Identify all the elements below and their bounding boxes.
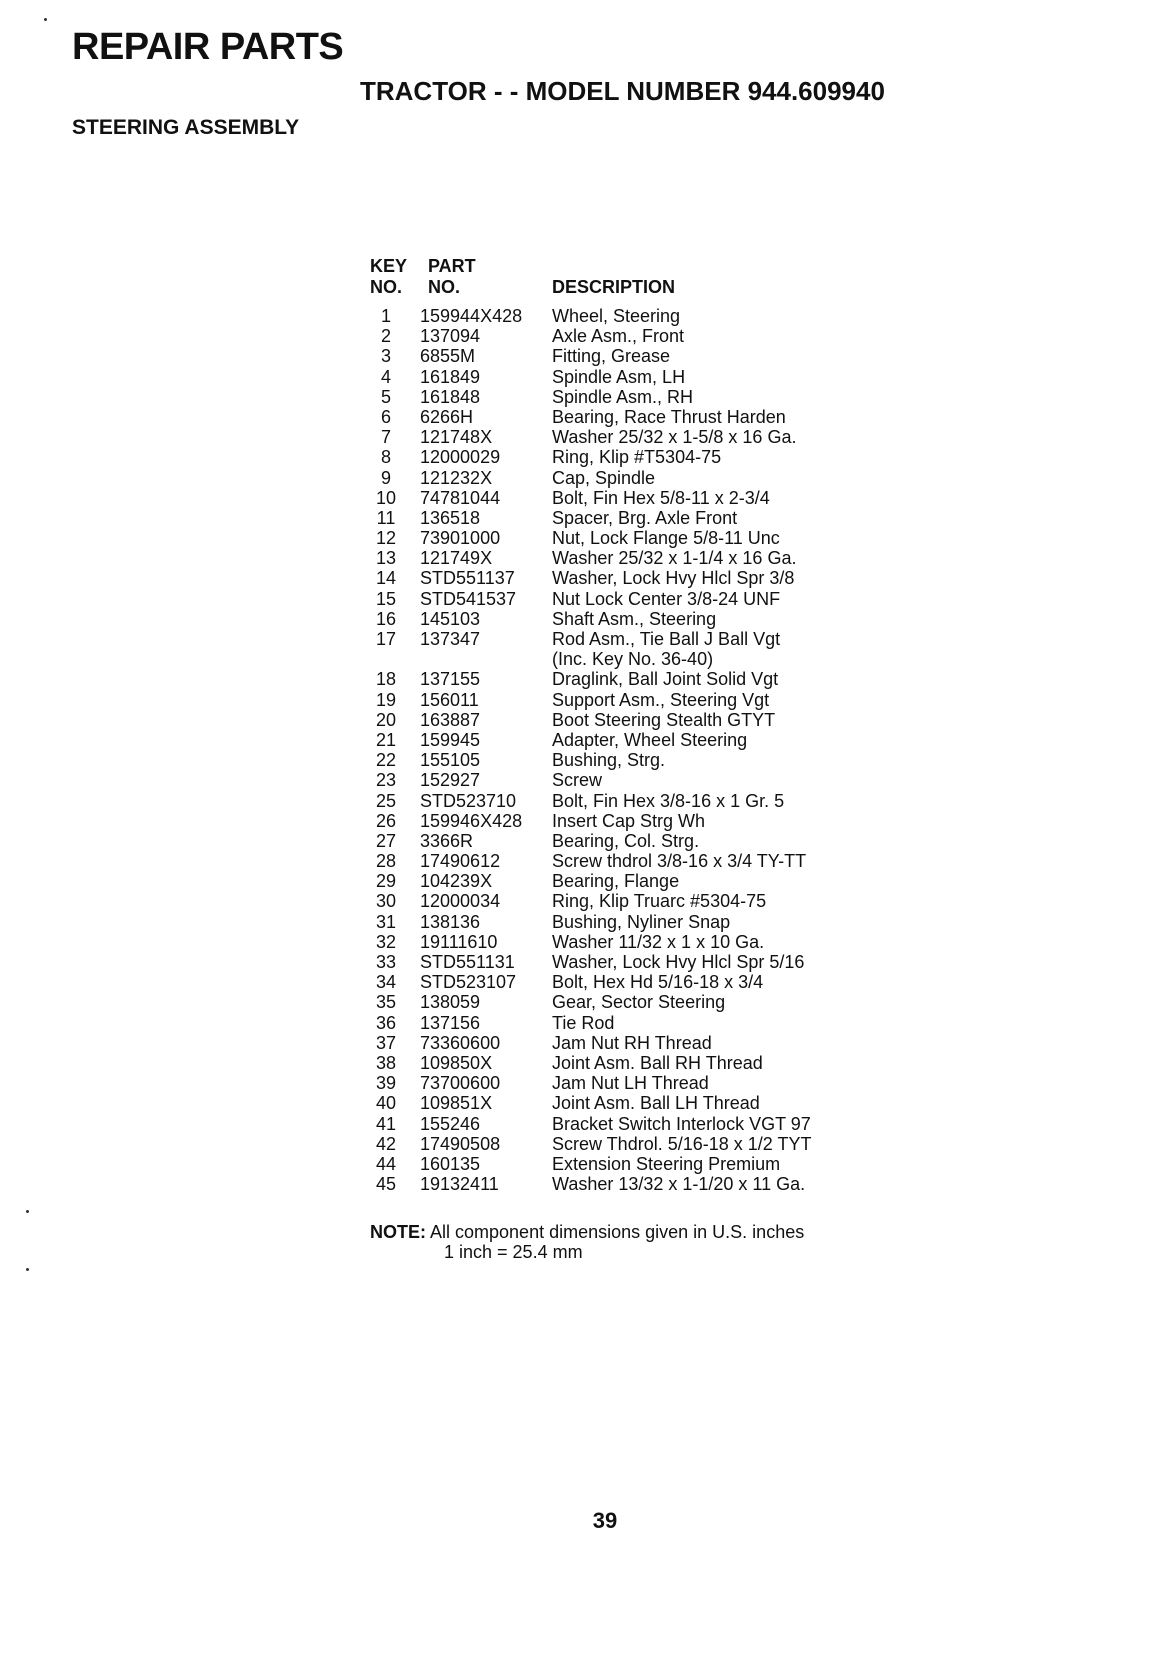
dimensions-note bbox=[370, 1222, 804, 1262]
key-no-cell: 7 bbox=[380, 427, 391, 448]
description-cell: Tie Rod bbox=[552, 1012, 615, 1033]
page-number: 39 bbox=[592, 1508, 618, 1533]
key-no-cell: 10 bbox=[375, 487, 397, 508]
key-no-cell: 30 bbox=[375, 891, 397, 912]
description-cell: Spindle Asm., RH bbox=[552, 386, 694, 407]
description-cell: Bracket Switch Interlock VGT 97 bbox=[552, 1113, 811, 1134]
description-cell: Extension Steering Premium bbox=[552, 1153, 781, 1174]
description-cell: (Inc. Key No. 36-40) bbox=[552, 649, 714, 670]
description-cell: Spacer, Brg. Axle Front bbox=[552, 507, 738, 528]
description-cell: Bushing, Nyliner Snap bbox=[552, 911, 731, 932]
key-no-cell: 19 bbox=[375, 689, 397, 710]
description-cell: Rod Asm., Tie Ball J Ball Vgt bbox=[552, 629, 781, 649]
key-no-cell: 17 bbox=[375, 629, 397, 649]
key-no-cell: 15 bbox=[375, 588, 397, 609]
key-no-cell: 33 bbox=[375, 952, 397, 972]
key-no-cell: 2 bbox=[380, 326, 391, 347]
key-no-cell: 4 bbox=[380, 366, 391, 387]
description-cell: Bearing, Race Thrust Harden bbox=[552, 406, 786, 427]
part-no-cell: 138136 bbox=[420, 911, 481, 932]
part-no-cell: 121232X bbox=[420, 467, 493, 488]
part-no-cell: 19111610 bbox=[420, 931, 498, 952]
description-cell: Washer 11/32 x 1 x 10 Ga. bbox=[552, 931, 765, 952]
part-no-cell: 155105 bbox=[420, 750, 481, 771]
part-no-cell: STD541537 bbox=[420, 588, 517, 609]
part-no-cell: 73360600 bbox=[420, 1032, 501, 1053]
key-no-cell: 29 bbox=[375, 871, 397, 892]
key-no-cell: 12 bbox=[375, 528, 397, 549]
description-cell: Shaft Asm., Steering bbox=[552, 608, 717, 629]
key-no-cell: 14 bbox=[375, 568, 397, 589]
part-no-cell: STD551137 bbox=[420, 568, 515, 589]
scan-speck bbox=[26, 1210, 29, 1213]
key-no-cell: 39 bbox=[375, 1073, 397, 1094]
key-no-cell: 13 bbox=[375, 548, 397, 569]
description-cell: Support Asm., Steering Vgt bbox=[552, 689, 770, 710]
description-cell: Fitting, Grease bbox=[552, 346, 671, 367]
part-no-cell: STD523710 bbox=[420, 790, 517, 811]
key-no-header-top: KEY bbox=[370, 256, 408, 276]
key-no-cell: 37 bbox=[375, 1032, 397, 1053]
part-no-cell: 12000029 bbox=[420, 447, 501, 468]
note-label: NOTE: bbox=[370, 1222, 426, 1242]
part-no-cell: 137094 bbox=[420, 326, 481, 347]
description-cell: Cap, Spindle bbox=[552, 467, 656, 488]
description-cell: Bearing, Col. Strg. bbox=[552, 830, 700, 851]
description-cell: Screw Thdrol. 5/16-18 x 1/2 TYT bbox=[552, 1133, 812, 1154]
part-no-cell: 6855M bbox=[420, 346, 476, 367]
description-cell: Adapter, Wheel Steering bbox=[552, 729, 748, 750]
part-no-cell: 138059 bbox=[420, 992, 481, 1013]
part-no-cell: 104239X bbox=[420, 871, 493, 892]
description-cell: Washer, Lock Hvy Hlcl Spr 3/8 bbox=[552, 568, 795, 589]
description-cell: Insert Cap Strg Wh bbox=[552, 810, 706, 831]
key-no-cell: 16 bbox=[375, 608, 397, 629]
part-no-cell: 73700600 bbox=[420, 1073, 501, 1094]
key-no-cell: 28 bbox=[375, 851, 397, 872]
key-no-cell: 1 bbox=[380, 306, 391, 326]
description-cell: Ring, Klip Truarc #5304-75 bbox=[552, 891, 767, 912]
part-no-cell: 163887 bbox=[420, 709, 481, 730]
part-no-cell: 160135 bbox=[420, 1153, 481, 1174]
key-no-cell: 40 bbox=[375, 1093, 397, 1114]
scan-speck bbox=[26, 1268, 29, 1271]
key-no-cell: 44 bbox=[375, 1153, 397, 1174]
part-no-cell: 152927 bbox=[420, 770, 481, 791]
key-no-header-bottom: NO. bbox=[370, 277, 403, 297]
part-no-cell: 12000034 bbox=[420, 891, 501, 912]
part-no-cell: 3366R bbox=[420, 830, 474, 851]
description-cell: Draglink, Ball Joint Solid Vgt bbox=[552, 669, 779, 690]
part-no-cell: 137156 bbox=[420, 1012, 481, 1033]
key-no-cell: 31 bbox=[375, 911, 397, 932]
note-text: All component dimensions given in U.S. inches bbox=[430, 1222, 805, 1242]
key-no-cell: 5 bbox=[380, 386, 391, 407]
description-cell: Screw bbox=[552, 770, 603, 791]
key-no-cell: 21 bbox=[375, 729, 397, 750]
description-cell: Bolt, Hex Hd 5/16-18 x 3/4 bbox=[552, 972, 764, 993]
part-no-cell: 74781044 bbox=[420, 487, 501, 508]
description-cell: Bearing, Flange bbox=[552, 871, 680, 892]
part-no-cell: 137155 bbox=[420, 669, 481, 690]
description-cell: Washer, Lock Hvy Hlcl Spr 5/16 bbox=[552, 952, 805, 972]
part-no-cell: 121748X bbox=[420, 427, 493, 448]
description-cell: Boot Steering Stealth GTYT bbox=[552, 709, 776, 730]
description-header: DESCRIPTION bbox=[552, 277, 676, 297]
description-cell: Joint Asm. Ball RH Thread bbox=[552, 1052, 763, 1073]
part-no-cell: 109851X bbox=[420, 1093, 493, 1114]
part-no-header-bottom: NO. bbox=[428, 277, 461, 297]
description-cell: Jam Nut RH Thread bbox=[552, 1032, 712, 1053]
section-heading: STEERING ASSEMBLY bbox=[72, 116, 300, 139]
key-no-cell: 26 bbox=[375, 810, 397, 831]
key-no-cell: 6 bbox=[380, 406, 391, 427]
description-cell: Wheel, Steering bbox=[552, 306, 681, 326]
key-no-cell: 20 bbox=[375, 709, 397, 730]
part-no-cell: 161849 bbox=[420, 366, 481, 387]
part-no-cell: 155246 bbox=[420, 1113, 481, 1134]
key-no-cell: 35 bbox=[375, 992, 397, 1013]
key-no-cell: 23 bbox=[375, 770, 397, 791]
part-no-cell: 145103 bbox=[420, 608, 481, 629]
key-no-cell: 41 bbox=[375, 1113, 397, 1134]
description-cell: Jam Nut LH Thread bbox=[552, 1073, 709, 1094]
part-no-cell: 159945 bbox=[420, 729, 481, 750]
note-conversion: 1 inch = 25.4 mm bbox=[444, 1242, 583, 1262]
description-cell: Washer 25/32 x 1-5/8 x 16 Ga. bbox=[552, 427, 797, 448]
part-no-cell: 161848 bbox=[420, 386, 481, 407]
key-no-cell: 3 bbox=[380, 346, 391, 367]
key-no-cell: 9 bbox=[380, 467, 391, 488]
part-no-cell: 6266H bbox=[420, 406, 474, 427]
part-no-cell: 17490612 bbox=[420, 851, 501, 872]
description-cell: Washer 13/32 x 1-1/20 x 11 Ga. bbox=[552, 1174, 806, 1195]
part-no-cell: 73901000 bbox=[420, 528, 501, 549]
key-no-cell: 8 bbox=[380, 447, 391, 468]
page-title: REPAIR PARTS bbox=[72, 26, 344, 68]
scan-speck bbox=[44, 18, 47, 21]
description-cell: Bolt, Fin Hex 5/8-11 x 2-3/4 bbox=[552, 487, 770, 508]
part-no-cell: 137347 bbox=[420, 629, 481, 649]
description-cell: Bushing, Strg. bbox=[552, 750, 666, 771]
part-no-cell: 109850X bbox=[420, 1052, 493, 1073]
part-no-cell: 121749X bbox=[420, 548, 493, 569]
key-no-cell: 42 bbox=[375, 1133, 397, 1154]
part-no-cell: 159946X428 bbox=[420, 810, 523, 831]
key-no-cell: 11 bbox=[376, 507, 396, 528]
part-no-cell: 156011 bbox=[420, 689, 479, 710]
part-no-cell: STD551131 bbox=[420, 952, 515, 972]
key-no-cell: 45 bbox=[375, 1174, 397, 1195]
part-no-cell: 17490508 bbox=[420, 1133, 501, 1154]
description-cell: Washer 25/32 x 1-1/4 x 16 Ga. bbox=[552, 548, 797, 569]
key-no-cell: 22 bbox=[375, 750, 397, 771]
description-cell: Nut Lock Center 3/8-24 UNF bbox=[552, 588, 781, 609]
part-no-cell: 136518 bbox=[420, 507, 481, 528]
key-no-cell: 18 bbox=[375, 669, 397, 690]
part-no-header-top: PART bbox=[428, 256, 476, 276]
description-cell: Screw thdrol 3/8-16 x 3/4 TY-TT bbox=[552, 851, 807, 872]
key-no-cell: 27 bbox=[375, 830, 397, 851]
part-no-cell: STD523107 bbox=[420, 972, 517, 993]
description-cell: Ring, Klip #T5304-75 bbox=[552, 447, 722, 468]
description-cell: Nut, Lock Flange 5/8-11 Unc bbox=[552, 528, 780, 549]
key-no-cell: 38 bbox=[375, 1052, 397, 1073]
key-no-cell: 34 bbox=[375, 972, 397, 993]
model-number-heading: TRACTOR - - MODEL NUMBER 944.609940 bbox=[360, 76, 885, 106]
key-no-cell: 25 bbox=[375, 790, 397, 811]
description-cell: Spindle Asm, LH bbox=[552, 366, 686, 387]
description-cell: Gear, Sector Steering bbox=[552, 992, 726, 1013]
description-cell: Axle Asm., Front bbox=[552, 326, 685, 347]
part-no-cell: 19132411 bbox=[420, 1174, 499, 1195]
key-no-cell: 32 bbox=[375, 931, 397, 952]
description-cell: Bolt, Fin Hex 3/8-16 x 1 Gr. 5 bbox=[552, 790, 785, 811]
key-no-cell: 36 bbox=[375, 1012, 397, 1033]
part-no-cell: 159944X428 bbox=[420, 306, 523, 326]
description-cell: Joint Asm. Ball LH Thread bbox=[552, 1093, 760, 1114]
